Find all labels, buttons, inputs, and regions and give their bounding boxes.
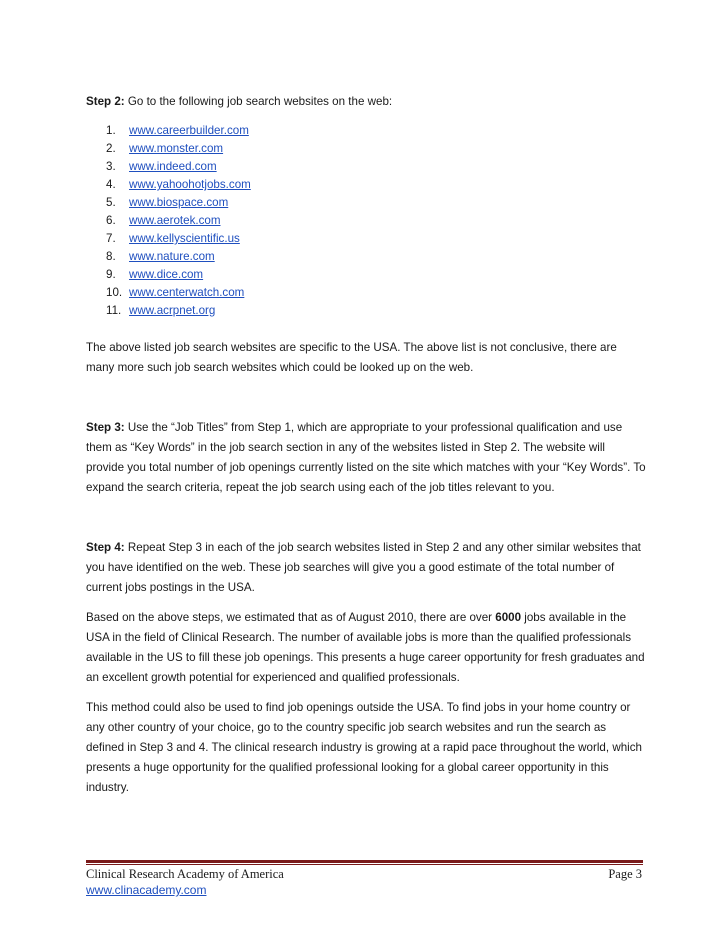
estimate-number: 6000: [495, 611, 522, 624]
estimate-after: jobs available in the USA in the field of Clinical Research. The number of available jobs is more than the qualified professionals available in the US to fill these job openings. This presents a huge career opportunity for fresh graduates and an excellent growth potential for experienced and qualified professionals.: [86, 611, 645, 684]
estimate-before: Based on the above steps, we estimated that as of August 2010, there are over: [86, 611, 496, 624]
step2-paragraph: [86, 92, 646, 112]
job-site-item: [86, 302, 646, 320]
step2-label: Step 2:: [86, 95, 125, 108]
footer-rule-thin: [86, 864, 643, 865]
step4-paragraph: [86, 538, 646, 598]
step3-paragraph: [86, 418, 646, 498]
job-site-link[interactable]: www.kellyscientific.us: [129, 232, 240, 245]
job-site-item: [86, 266, 646, 284]
step4-text: Repeat Step 3 in each of the job search websites listed in Step 2 and any other similar websites that you have identified on the web. These job searches will give you a good estimate of the total number of current jobs postings in the USA.: [86, 541, 641, 594]
job-site-link[interactable]: www.aerotek.com: [129, 214, 221, 227]
step3-text: Use the “Job Titles” from Step 1, which are appropriate to your professional qualification and use them as “Key Words” in the job search section in any of the websites listed in Step 2. The website will provide you total number of job openings currently listed on the site which matches with your “Key Words”. To expand the search criteria, repeat the job search using each of the job titles relevant to you.: [86, 421, 646, 494]
list-item-number: 9.: [106, 268, 116, 281]
list-item-number: 3.: [106, 160, 116, 173]
list-item-number: 6.: [106, 214, 116, 227]
method-paragraph: This method could also be used to find job openings outside the USA. To find jobs in your home country or any other country of your choice, go to the country specific job search websites and run the search as defined in Step 3 and 4. The clinical research industry is growing at a rapid pace throughout the world, which presents a huge opportunity for the qualified professional looking for a global career opportunity in this industry.: [86, 701, 642, 794]
list-item-number: 2.: [106, 142, 116, 155]
page-body: [86, 92, 646, 798]
list-item-number: 7.: [106, 232, 116, 245]
list-item-number: 1.: [106, 124, 116, 137]
footer-rule-thick: [86, 860, 643, 863]
job-site-link[interactable]: www.dice.com: [129, 268, 204, 281]
step2-text: Go to the following job search websites on the web:: [124, 95, 393, 108]
job-site-link[interactable]: www.acrpnet.org: [129, 304, 216, 317]
job-site-link[interactable]: www.monster.com: [129, 142, 224, 155]
job-site-link[interactable]: www.indeed.com: [129, 160, 217, 173]
job-site-item: [86, 140, 646, 158]
footer-page-number: Page 3: [608, 867, 642, 881]
footer-url-link[interactable]: www.clinacademy.com: [86, 883, 207, 897]
job-site-link[interactable]: www.nature.com: [129, 250, 215, 263]
job-site-item: [86, 248, 646, 266]
job-site-item: [86, 158, 646, 176]
job-site-item: [86, 122, 646, 140]
list-note-paragraph: The above listed job search websites are specific to the USA. The above list is not conclusive, there are many more such job search websites which could be looked up on the web.: [86, 341, 617, 374]
step3-label: Step 3:: [86, 421, 125, 434]
job-site-item: [86, 230, 646, 248]
job-site-item: [86, 284, 646, 302]
job-site-item: [86, 194, 646, 212]
job-site-link[interactable]: www.biospace.com: [129, 196, 229, 209]
list-item-number: 8.: [106, 250, 116, 263]
job-site-link[interactable]: www.centerwatch.com: [129, 286, 245, 299]
estimate-paragraph: [86, 608, 646, 688]
job-site-item: [86, 212, 646, 230]
job-site-link[interactable]: www.careerbuilder.com: [129, 124, 249, 137]
job-site-item: [86, 176, 646, 194]
job-sites-list: [86, 122, 646, 320]
list-item-number: 4.: [106, 178, 116, 191]
step4-label: Step 4:: [86, 541, 125, 554]
footer-org: Clinical Research Academy of America: [86, 867, 284, 881]
list-item-number: 11.: [106, 304, 122, 317]
list-item-number: 10.: [106, 286, 123, 299]
job-site-link[interactable]: www.yahoohotjobs.com: [129, 178, 251, 191]
list-item-number: 5.: [106, 196, 116, 209]
